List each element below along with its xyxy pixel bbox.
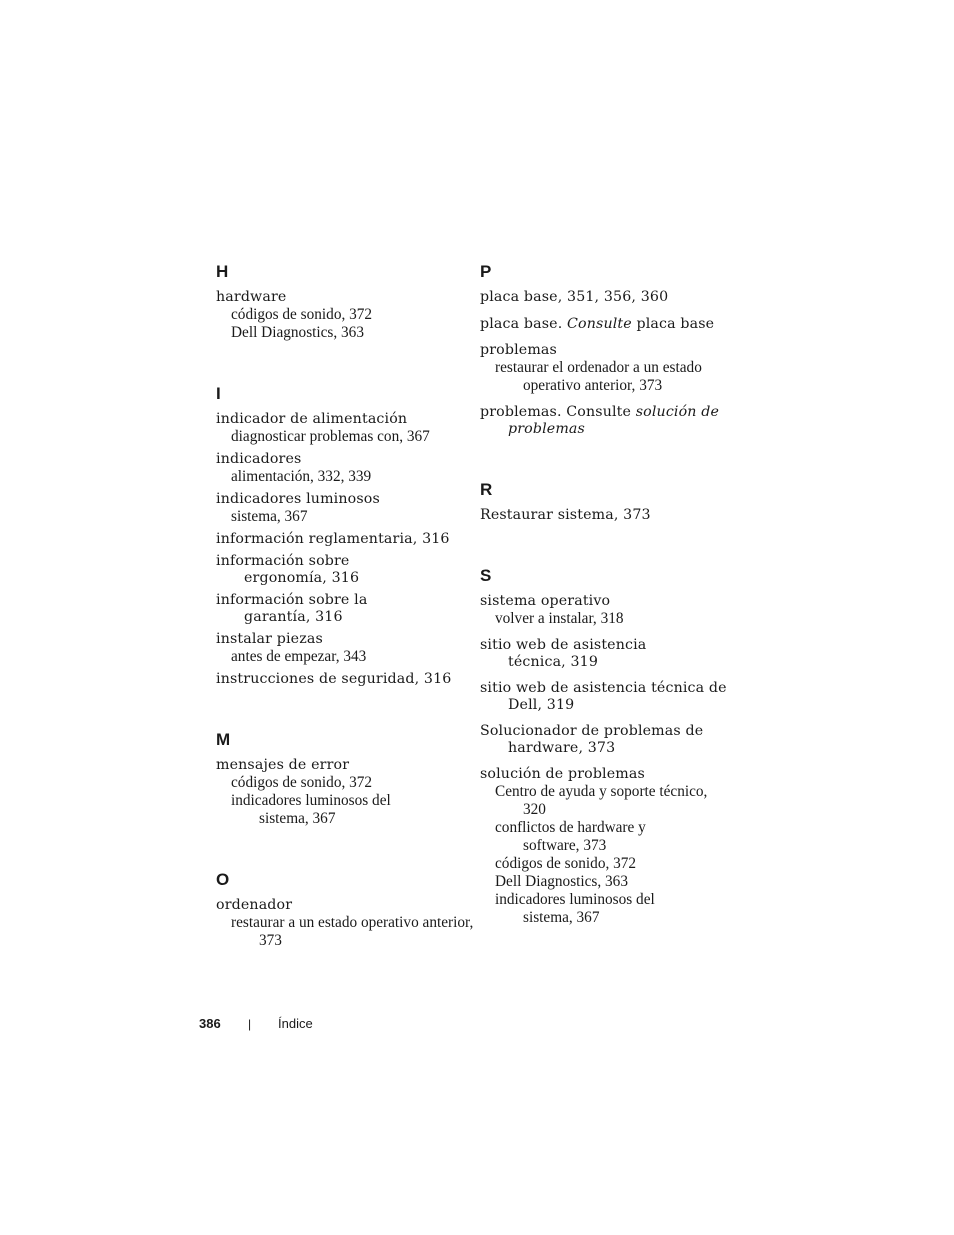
index-entry bbox=[480, 680, 730, 714]
entry-subterm: Dell Diagnostics, 363 bbox=[231, 324, 364, 341]
footer-title: Índice bbox=[278, 1016, 313, 1031]
entry-term: información sobre la garantía, 316 bbox=[216, 592, 368, 625]
entry-term-text: placa base bbox=[631, 316, 715, 332]
entry-term: solución de problemas bbox=[480, 766, 645, 782]
section-letter: S bbox=[480, 566, 492, 585]
entry-subterm: indicadores luminosos del sistema, 367 bbox=[495, 891, 655, 926]
section-letter: P bbox=[480, 262, 492, 281]
index-section-m bbox=[216, 730, 456, 828]
entry-term: indicador de alimentación bbox=[216, 411, 408, 427]
entry-subterm: códigos de sonido, 372 bbox=[231, 774, 373, 791]
index-entry bbox=[216, 531, 456, 548]
entry-term: placa base, 351, 356, 360 bbox=[480, 289, 669, 305]
index-column-left bbox=[216, 262, 474, 992]
index-entry bbox=[480, 593, 730, 628]
see-reference: solución de problemas bbox=[508, 404, 720, 437]
entry-term: ordenador bbox=[216, 897, 293, 913]
index-entry bbox=[216, 411, 456, 446]
entry-term bbox=[480, 404, 730, 438]
see-reference: Consulte bbox=[567, 316, 632, 332]
entry-subterm: conflictos de hardware y software, 373 bbox=[495, 819, 646, 854]
section-letter: H bbox=[216, 262, 229, 281]
section-letter: R bbox=[480, 480, 493, 499]
index-section-o bbox=[216, 870, 474, 950]
index-entry bbox=[216, 631, 456, 666]
entry-term-text: placa base. bbox=[480, 316, 568, 332]
index-entry bbox=[480, 723, 730, 757]
entry-term: información sobre ergonomía, 316 bbox=[216, 553, 360, 586]
index-section-i bbox=[216, 384, 456, 688]
index-section-p bbox=[480, 262, 730, 438]
index-entry bbox=[480, 637, 730, 671]
index-entry bbox=[216, 671, 456, 688]
entry-term: mensajes de error bbox=[216, 757, 350, 773]
entry-term: información reglamentaria, 316 bbox=[216, 531, 450, 547]
index-section-r bbox=[480, 480, 730, 524]
entry-term bbox=[480, 316, 730, 333]
entry-subterm: volver a instalar, 318 bbox=[495, 610, 624, 627]
index-entry bbox=[480, 316, 730, 333]
index-entry bbox=[216, 289, 456, 342]
entry-term: indicadores bbox=[216, 451, 302, 467]
index-entry bbox=[216, 757, 456, 828]
entry-term: problemas bbox=[480, 342, 557, 358]
entry-term: Solucionador de problemas de hardware, 373 bbox=[480, 723, 704, 756]
index-entry bbox=[480, 404, 730, 438]
entry-term: hardware bbox=[216, 289, 287, 305]
entry-subterm: Dell Diagnostics, 363 bbox=[495, 873, 628, 890]
page-number: 386 bbox=[199, 1016, 221, 1031]
index-column-right bbox=[480, 262, 730, 969]
entry-term: sitio web de asistencia técnica, 319 bbox=[480, 637, 647, 670]
section-letter: O bbox=[216, 870, 230, 889]
entry-subterm: diagnosticar problemas con, 367 bbox=[231, 428, 430, 445]
entry-term: Restaurar sistema, 373 bbox=[480, 507, 651, 523]
index-entry bbox=[480, 289, 730, 306]
footer-separator: | bbox=[248, 1017, 252, 1031]
index-entry bbox=[216, 491, 456, 526]
index-entry bbox=[216, 553, 456, 587]
entry-term: sitio web de asistencia técnica de Dell, 319 bbox=[480, 680, 727, 713]
entry-subterm: sistema, 367 bbox=[231, 508, 308, 525]
index-entry bbox=[480, 766, 730, 927]
entry-subterm: Centro de ayuda y soporte técnico, 320 bbox=[495, 783, 708, 818]
entry-subterm: alimentación, 332, 339 bbox=[231, 468, 372, 485]
entry-subterm: restaurar el ordenador a un estado operativo anterior, 373 bbox=[495, 359, 702, 394]
index-entry bbox=[480, 507, 730, 524]
entry-term: indicadores luminosos bbox=[216, 491, 380, 507]
section-letter: M bbox=[216, 730, 231, 749]
entry-subterm: códigos de sonido, 372 bbox=[231, 306, 373, 323]
entry-subterm: indicadores luminosos del sistema, 367 bbox=[231, 792, 391, 827]
index-entry bbox=[480, 342, 730, 395]
entry-term: instalar piezas bbox=[216, 631, 323, 647]
index-entry bbox=[216, 592, 456, 626]
entry-term-text: problemas. Consulte bbox=[480, 404, 636, 420]
index-section-s bbox=[480, 566, 730, 927]
entry-subterm: códigos de sonido, 372 bbox=[495, 855, 637, 872]
index-entry bbox=[216, 897, 474, 950]
entry-subterm: antes de empezar, 343 bbox=[231, 648, 367, 665]
index-section-h bbox=[216, 262, 456, 342]
entry-term: instrucciones de seguridad, 316 bbox=[216, 671, 452, 687]
index-entry bbox=[216, 451, 456, 486]
entry-subterm: restaurar a un estado operativo anterior, 373 bbox=[231, 914, 474, 949]
section-letter: I bbox=[216, 384, 221, 403]
entry-term: sistema operativo bbox=[480, 593, 611, 609]
